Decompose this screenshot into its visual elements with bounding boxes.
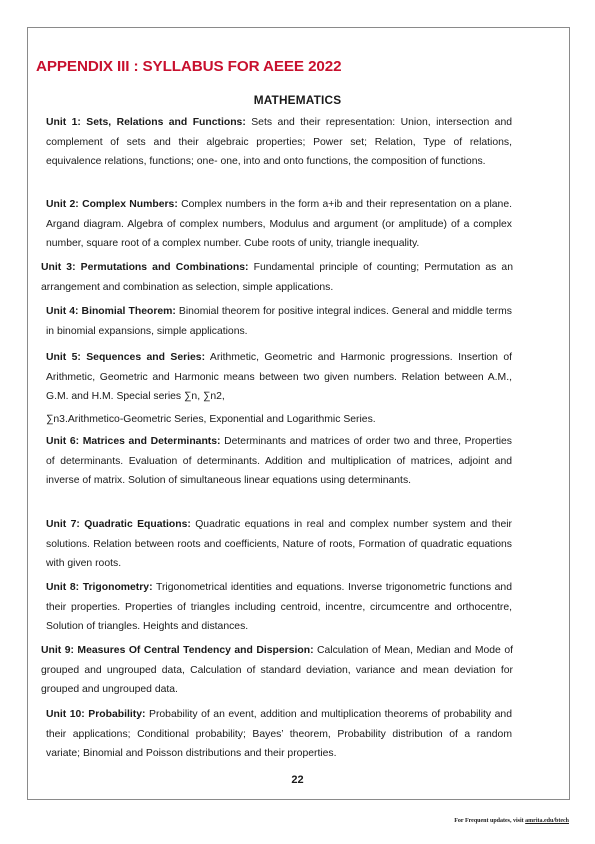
unit-6: [46, 432, 512, 491]
unit-heading: Unit 4: Binomial Theorem:: [46, 306, 176, 317]
footer-link[interactable]: amrita.edu/btech: [525, 818, 569, 824]
appendix-title: APPENDIX III : SYLLABUS FOR AEEE 2022: [36, 58, 342, 75]
unit-heading: Unit 6: Matrices and Determinants:: [46, 436, 221, 447]
unit-text: Complex numbers in the form a+ib and their representation on a plane. Argand diagram. Algebra of complex numbers, Modulus and argument (or amplitude) of a complex number, square root of a complex number. Cube roots of unity, triangle inequality.: [46, 199, 512, 250]
unit-text: Probability of an event, addition and multiplication theorems of probability and their applications; Conditional probability; Bayes’ theorem, Probability distribution of a random variate; Binomial and Poisson distributions and their properties.: [46, 709, 512, 760]
unit-heading: Unit 1: Sets, Relations and Functions:: [46, 117, 246, 128]
unit-10: [46, 705, 512, 764]
unit-text: Quadratic equations in real and complex number system and their solutions. Relation between roots and coefficients, Nature of roots, Formation of quadratic equations with given roots.: [46, 519, 512, 570]
unit-text: Sets and their representation: Union, intersection and complement of sets and their algebraic properties; Power set; Relation, Type of relations, equivalence relations, functions; one- one, into and onto functions, the composition of functions.: [46, 117, 513, 168]
subject-heading: MATHEMATICS: [253, 93, 342, 107]
unit-text: Determinants and matrices of order two and three, Properties of determinants. Evaluation of determinants. Addition and multiplication of matrices, adjoint and inverse of matrix. Solution of simultaneous linear equations using determinants.: [46, 436, 512, 487]
footer-prefix: For Frequent updates, visit: [454, 818, 526, 824]
unit-heading: Unit 9: Measures Of Central Tendency and Dispersion:: [41, 645, 314, 656]
unit-heading: Unit 2: Complex Numbers:: [46, 199, 178, 210]
unit-4: [46, 302, 512, 341]
unit-text: Arithmetic, Geometric and Harmonic progressions. Insertion of Arithmetic, Geometric and Harmonic means between two given numbers. Relation between A.M., G.M. and H.M. Special series ∑n, ∑n2,: [46, 352, 513, 403]
unit-text: Fundamental principle of counting; Permutation as an arrangement and combination as selection, simple applications.: [41, 262, 513, 293]
unit-text: Trigonometrical identities and equations. Inverse trigonometric functions and their properties. Properties of triangles including centroid, incentre, circumcentre and orthocentre, Solution of triangles. Heights and distances.: [46, 582, 512, 633]
unit-8: [46, 578, 512, 637]
unit-heading: Unit 5: Sequences and Series:: [46, 352, 206, 363]
footer-note: [454, 818, 569, 824]
unit-3: [41, 258, 513, 297]
unit-7: [46, 515, 512, 574]
unit-heading: Unit 3: Permutations and Combinations:: [41, 262, 249, 273]
unit-heading: Unit 10: Probability:: [46, 709, 146, 720]
page-number: 22: [291, 774, 304, 786]
unit-text: Binomial theorem for positive integral indices. General and middle terms in binomial expansions, simple applications.: [46, 306, 512, 337]
unit-text: ∑n3.Arithmetico-Geometric Series, Exponential and Logarithmic Series.: [46, 414, 376, 425]
unit-5-continuation: [46, 410, 512, 430]
unit-5: [46, 348, 512, 407]
unit-1: [46, 113, 512, 172]
unit-heading: Unit 8: Trigonometry:: [46, 582, 153, 593]
unit-9: [41, 641, 513, 700]
unit-text: Calculation of Mean, Median and Mode of grouped and ungrouped data, Calculation of standard deviation, variance and mean deviation for grouped and ungrouped data.: [41, 645, 513, 696]
unit-2: [46, 195, 512, 254]
unit-heading: Unit 7: Quadratic Equations:: [46, 519, 191, 530]
